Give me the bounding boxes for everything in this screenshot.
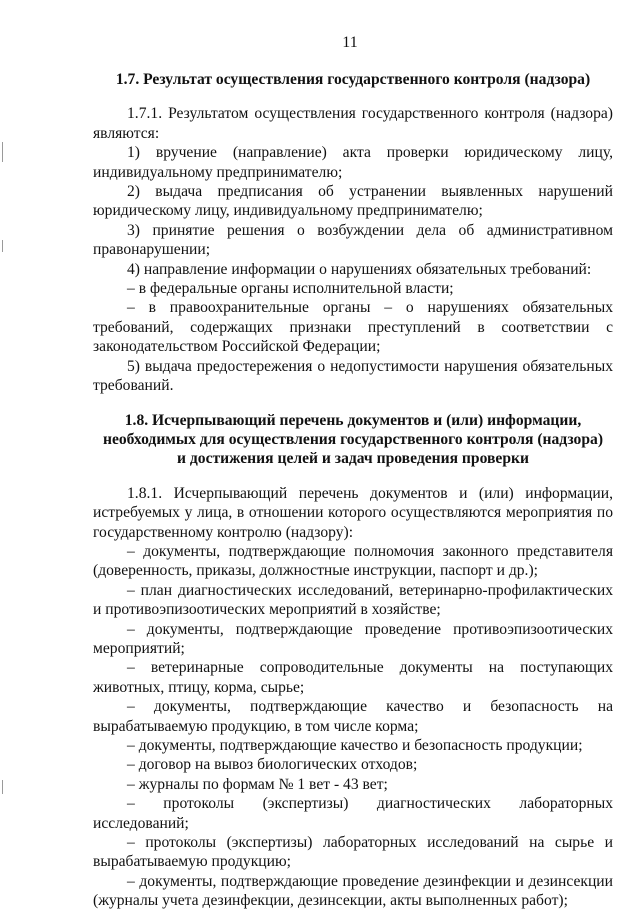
- scan-mark-left-low: [2, 780, 3, 794]
- list-item: – документы, подтверждающие качество и безопасность продукции;: [127, 737, 583, 754]
- list-item: – ветеринарные сопроводительные документы на поступающих животных, птицу, корма, сырье;: [93, 659, 613, 696]
- list-item: – протоколы (экспертизы) лабораторных исследований на сырье и вырабатываемую продукцию;: [93, 834, 613, 871]
- paragraph: 4) направление информации о нарушениях обязательных требований:: [127, 260, 592, 278]
- list-item: – документы, подтверждающие полномочия законного представителя (доверенность, приказы, должностные инструкции, паспорт и др.);: [93, 542, 613, 580]
- list-item: – документы, подтверждающие проведение дезинфекции и дезинсекции (журналы учета дезинфекции, дезинсекции, акты выполненных работ);: [93, 872, 613, 910]
- list-item: – документы, подтверждающие качество и безопасность на вырабатываемую продукцию, в том числе корма;: [93, 698, 613, 735]
- paragraph: 3) принятие решения о возбуждении дела об административном правонарушении;: [93, 221, 613, 259]
- list-item: – документы, подтверждающие проведение противоэпизоотических мероприятий;: [93, 620, 613, 657]
- list-item: – договор на вывоз биологических отходов;: [127, 756, 418, 774]
- paragraph: 5) выдача предостережения о недопустимости нарушения обязательных требований.: [93, 357, 613, 395]
- paragraph: 1) вручение (направление) акта проверки юридическому лицу, индивидуальному предпринимателю;: [93, 144, 613, 181]
- document-body: [93, 70, 613, 911]
- paragraph: 1.7.1. Результатом осуществления государственного контроля (надзора) являются:: [93, 105, 613, 142]
- list-item: – план диагностических исследований, ветеринарно-профилактических и противоэпизоотических мероприятий в хозяйстве;: [93, 581, 613, 619]
- section-heading-1-7: 1.7. Результат осуществления государственного контроля (надзора): [115, 71, 591, 88]
- paragraph: 2) выдача предписания об устранении выявленных нарушений юридическому лицу, индивидуальному предпринимателю;: [93, 183, 613, 220]
- heading-line: 1.8. Исчерпывающий перечень документов и (или) информации,: [124, 411, 582, 429]
- list-item: – в правоохранительные органы – о нарушениях обязательных требований, содержащих признаки преступлений в соответствии с законодательством Российской Федерации;: [93, 299, 613, 356]
- heading-line: и достижения целей и задач проведения проверки: [177, 450, 529, 468]
- list-item: – журналы по формам № 1 вет - 43 вет;: [127, 775, 388, 793]
- list-item: – в федеральные органы исполнительной власти;: [127, 280, 454, 298]
- scan-mark-left-mid: [2, 240, 3, 252]
- list-item: – протоколы (экспертизы) диагностических лабораторных исследований;: [93, 795, 613, 832]
- scan-mark-left-top: [2, 142, 3, 162]
- page-number: 11: [342, 34, 358, 51]
- paragraph: 1.8.1. Исчерпывающий перечень документов и (или) информации, истребуемых у лица, в отношении которого осуществляются мероприятия по государственному контролю (надзору):: [93, 484, 613, 541]
- section-heading-1-8: [93, 411, 613, 469]
- heading-line: необходимых для осуществления государственного контроля (надзора): [102, 430, 604, 448]
